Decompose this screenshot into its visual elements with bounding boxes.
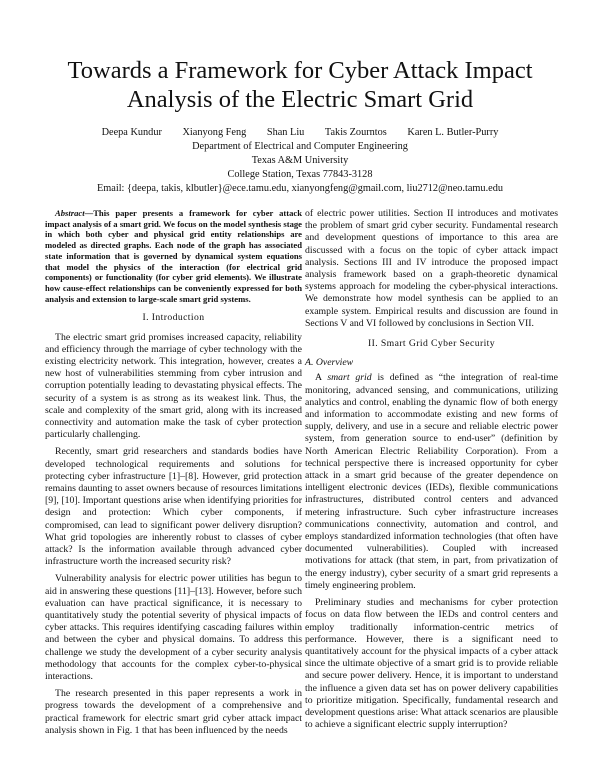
intro-paragraph: Recently, smart grid researchers and standards bodies have developed technological requirements and solutions for protecting cyber infrastructure [1]–[8]. However, grid protection remains daunting to asset owners because of resources limitations [9], [10]. Important questions arise when identifying priorities for design and protection: Which cyber components, if compromised, can lead to significant power delivery disruption? What grid topologies are inherently robust to classes of cyber attack? Is the information available through advanced cyber infrastructure worth the increased security risk? xyxy=(45,446,302,568)
smart-grid-term: smart grid xyxy=(327,372,372,384)
intro-paragraph: The electric smart grid promises increased capacity, reliability and efficiency through the marriage of cyber technology with the existing electricity network. This integration, however, creates a new host of vulnerabilities stemming from cyber intrusion and corruption potentially leading to devastating physical effects. The security of a system is as strong as its weakest link. Thus, the scale and complexity of the smart grid, along with its increased connectivity and automation make the task of cyber protection particularly challenging. xyxy=(45,331,302,441)
section-heading-introduction: I. Introduction xyxy=(142,312,205,324)
author-name: Xianyong Feng xyxy=(182,127,247,138)
author-list xyxy=(40,126,560,140)
affiliation-department: Department of Electrical and Computer Engineering xyxy=(192,141,408,152)
overview-paragraph: Preliminary studies and mechanisms for cyber protection focus on data flow between the IEDs and control centers and employ traditionally information-centric metrics of performance. However, there is a significant need to quantitatively account for the physical impacts of a cyber attack since the ultimate objective of a smart grid is to provide reliable and secure power delivery. Hence, it is important to understand the influence a given data set has on power delivery capabilities to prioritize mitigation. Specifically, fundamental research and development questions arise: What attack scenarios are plausible to achieve a significant electric supply interruption? xyxy=(305,597,558,731)
title-line-2: Analysis of the Electric Smart Grid xyxy=(126,86,474,113)
affiliation-email: Email: {deepa, takis, klbutler}@ece.tamu.edu, xianyongfeng@gmail.com, liu2712@neo.tamu.edu xyxy=(96,183,504,194)
abstract xyxy=(45,208,302,304)
intro-continued-paragraph: of electric power utilities. Section II introduces and motivates the problem of smart grid cyber security. Fundamental research and development questions of importance to this area are discussed with a focus on the topic of cyber attack impact analysis. Sections III and IV introduce the proposed impact analysis framework based on a graph-theoretic dynamical systems approach for modeling the cyber-physical interactions. We demonstrate how model synthesis can be applied to an example system. Empirical results and discussion are found in Sections V and VI followed by conclusions in Section VII. xyxy=(305,208,558,329)
abstract-label: Abstract— xyxy=(55,208,94,218)
intro-paragraph: Vulnerability analysis for electric power utilities has begun to aid in answering these questions [11]–[13]. However, before such evaluation can have practical significance, it is necessary to quantitatively study the potential severity of physical impacts of cyber attacks. This requires identifying cascading failures within and between the cyber and physical domains. To address this challenge we study the development of a cyber security analysis methodology that accounts for the complex cyber-to-physical interactions. xyxy=(45,573,302,683)
title-line-1: Towards a Framework for Cyber Attack Impact xyxy=(67,57,533,84)
section-heading-smart-grid-cyber-security: II. Smart Grid Cyber Security xyxy=(367,338,496,350)
author-name: Karen L. Butler-Purry xyxy=(407,127,499,138)
affiliation-city: College Station, Texas 77843-3128 xyxy=(227,169,373,180)
author-name: Deepa Kundur xyxy=(101,127,162,138)
overview-paragraph: A smart grid is defined as “the integration of real-time monitoring, advanced sensing, and communications, utilizing analytics and control, enabling the dynamic flow of both energy and information to accommodate existing and new forms of supply, delivery, and use in a secure and reliable electric power system, from generation source to end-user” (definition by North American Electric Reliability Corporation). From a technical perspective there is increased opportunity for cyber attack in a smart grid because of the greater dependence on intelligent electronic devices (IEDs), flexible communications infrastructures, distributed control centers and advanced metering infrastructure. Such cyber infrastructure increases communications connectivity, automation and control, and employs standardized information technologies (that often have documented vulnerabilities). Coupled with increased motivations for attack (that stem, in part, from privatization of the energy industry), cyber security of a smart grid represents a timely engineering problem. xyxy=(305,372,558,591)
author-name: Shan Liu xyxy=(266,127,305,138)
subsection-heading-overview: A. Overview xyxy=(305,357,354,369)
intro-paragraph: The research presented in this paper represents a work in progress towards the development of a comprehensive and practical framework for electric smart grid cyber attack impact analysis shown in Fig. 1 that has been influenced by the needs xyxy=(45,688,302,736)
right-column xyxy=(305,208,558,731)
abstract-text: This paper presents a framework for cyber attack impact analysis of a smart grid. We focus on the model synthesis stage in which both cyber and physical grid entity relationships are modeled as directed graphs. Each node of the graph has associated state information that is governed by dynamical system equations that model the physics of the interaction (for electrical grid components) or functionality (for cyber grid elements). We illustrate how cause-effect relationships can be conveniently expressed for both analysis and extension to large-scale smart grid systems. xyxy=(45,208,302,304)
left-column xyxy=(45,208,302,737)
paper-title xyxy=(40,56,560,114)
affiliation-university: Texas A&M University xyxy=(251,155,349,166)
author-name: Takis Zourntos xyxy=(324,127,387,138)
